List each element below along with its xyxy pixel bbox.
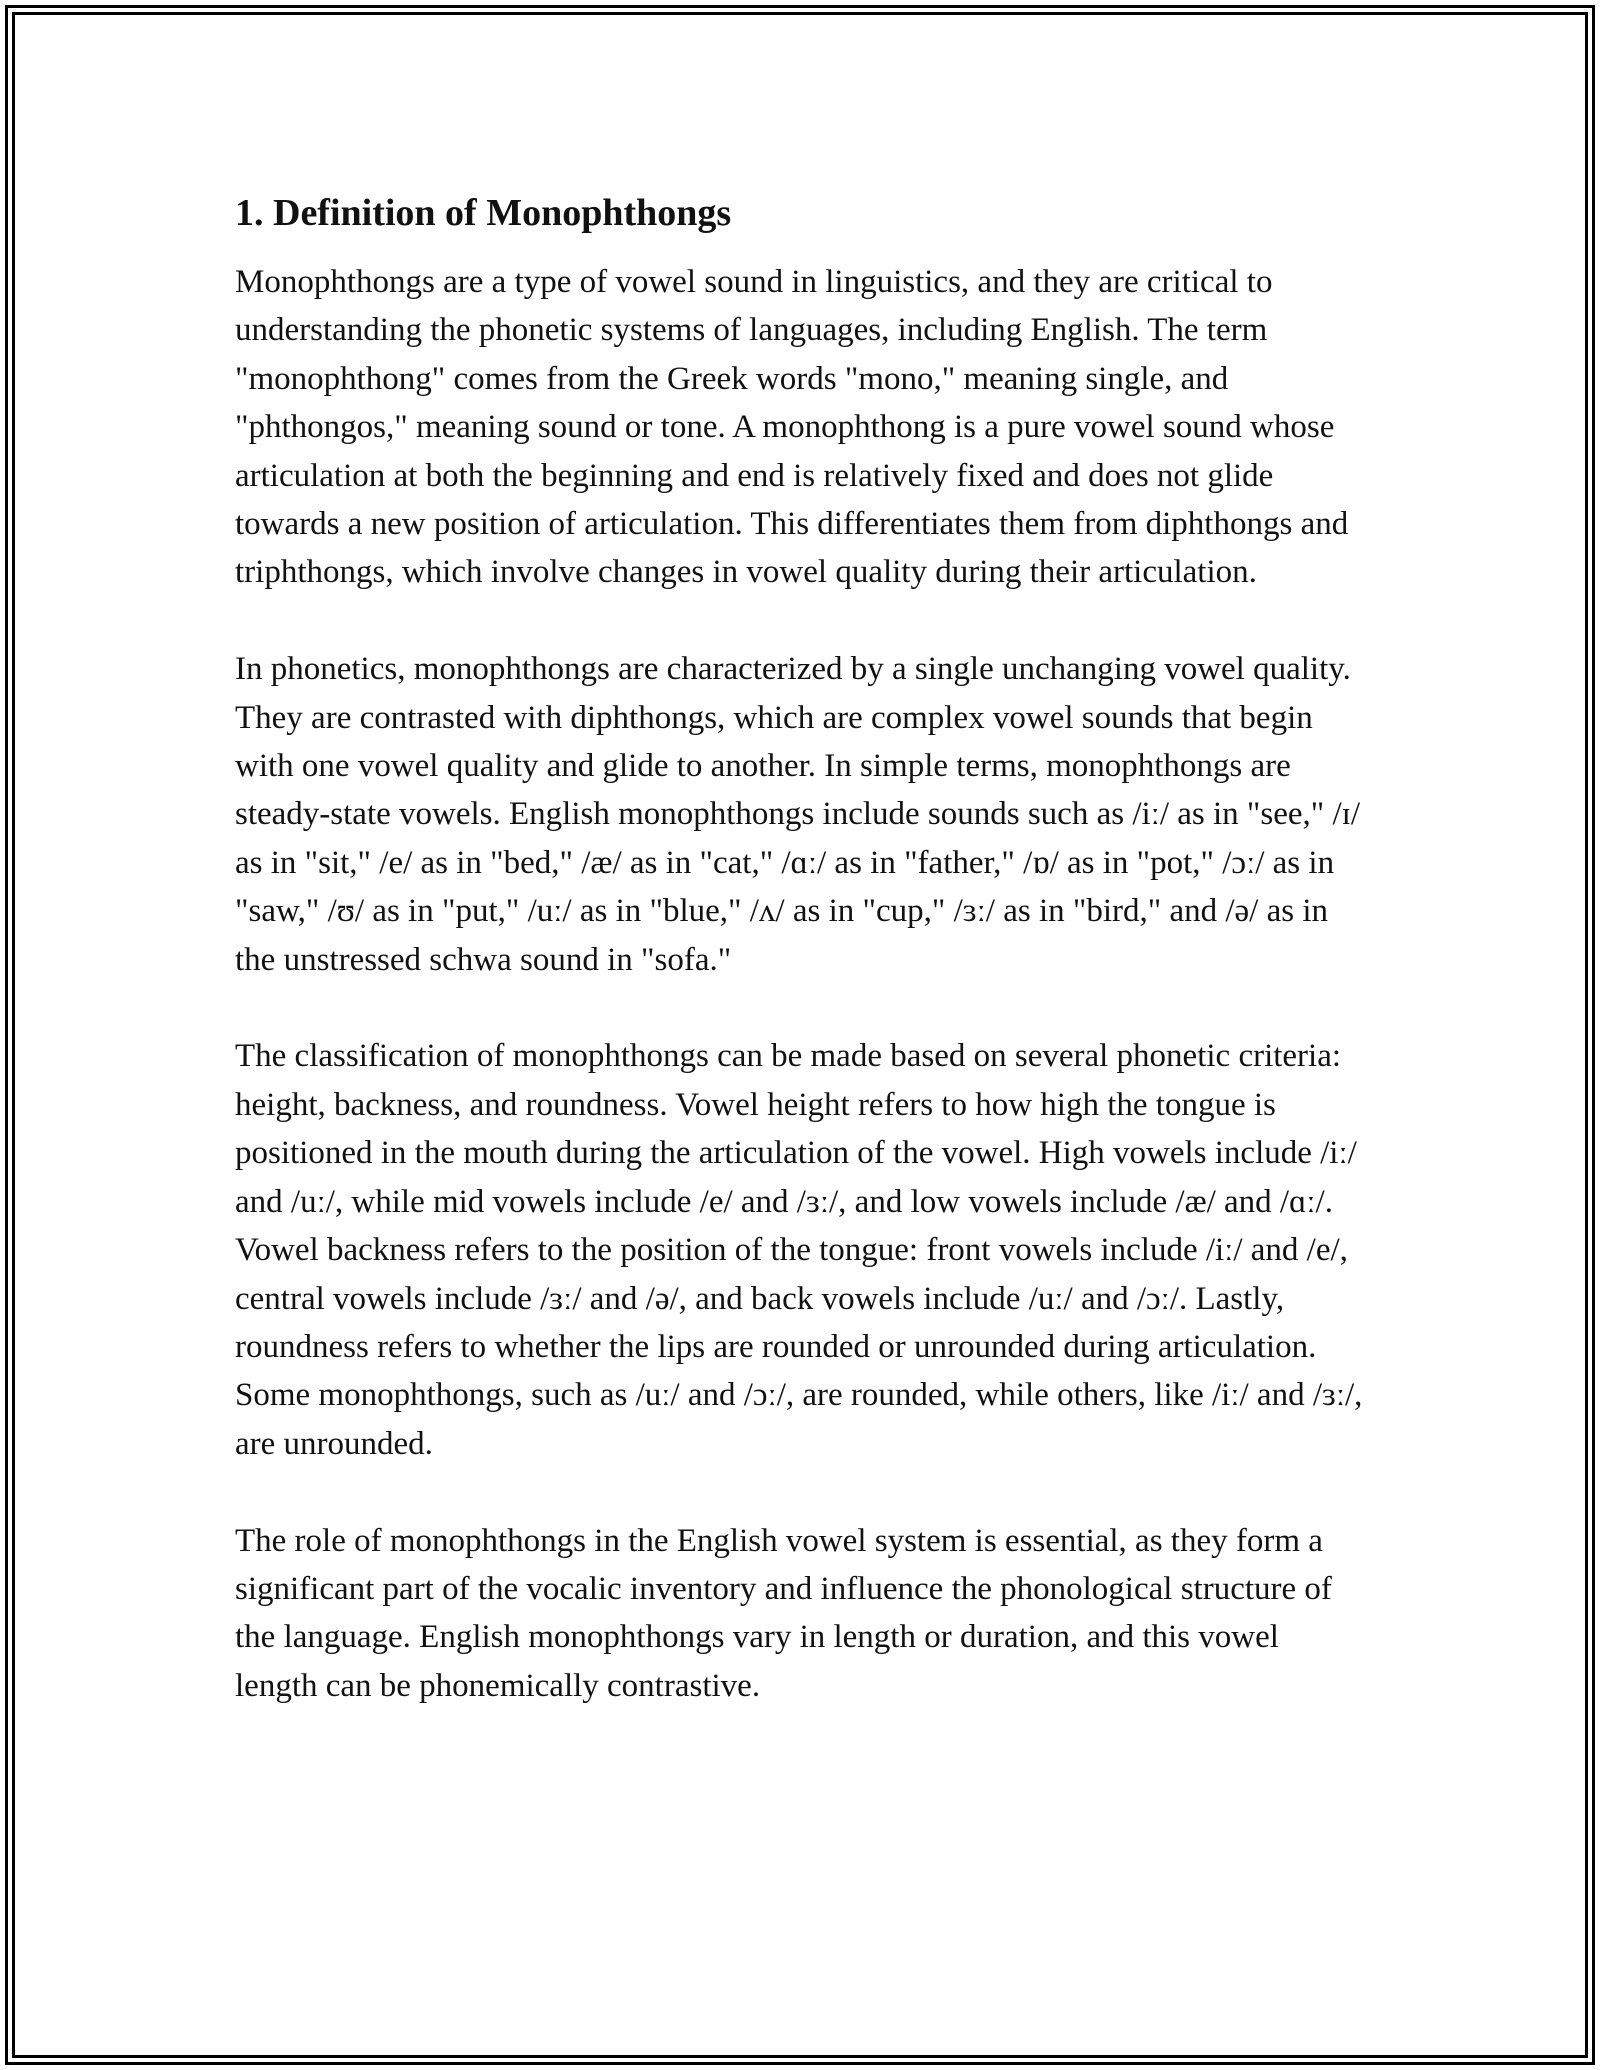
- paragraph-classification: The classification of monophthongs can be made based on several phonetic criteria: height, backness, and roundness. Vowel height refers to how high the tongue is positioned in the mouth during the articulation of the vowel. High vowels include /iː/ and /uː/, while mid vowels include /e/ and /ɜː/, and low vowels include /æ/ and /ɑː/. Vowel backness refers to the position of the tongue: front vowels include /iː/ and /e/, central vowels include /ɜː/ and /ə/, and back vowels include /uː/ and /ɔː/. Lastly, roundness refers to whether the lips are rounded or unrounded during articulation. Some monophthongs, such as /uː/ and /ɔː/, are rounded, while others, like /iː/ and /ɜː/, are unrounded.: [235, 1038, 1363, 1462]
- paragraph-role: The role of monophthongs in the English vowel system is essential, as they form a significant part of the vocalic inventory and influence the phonological structure of the language. English monophthongs vary in length or duration, and this vowel length can be phonemically contrastive.: [235, 1522, 1332, 1704]
- paragraph-phonetics: In phonetics, monophthongs are characterized by a single unchanging vowel quality. They are contrasted with diphthongs, which are complex vowel sounds that begin with one vowel quality and glide to another. In simple terms, monophthongs are steady-state vowels. English monophthongs include sounds such as /iː/ as in "see," /ɪ/ as in "sit," /e/ as in "bed," /æ/ as in "cat," /ɑː/ as in "father," /ɒ/ as in "pot," /ɔː/ as in "saw," /ʊ/ as in "put," /uː/ as in "blue," /ʌ/ as in "cup," /ɜː/ as in "bird," and /ə/ as in the unstressed schwa sound in "sofa.": [235, 651, 1360, 978]
- section-heading: 1. Definition of Monophthongs: [235, 192, 732, 234]
- paragraph-definition: Monophthongs are a type of vowel sound in linguistics, and they are critical to understanding the phonetic systems of languages, including English. The term "monophthong" comes from the Greek words "mono," meaning single, and "phthongos," meaning sound or tone. A monophthong is a pure vowel sound whose articulation at both the beginning and end is relatively fixed and does not glide towards a new position of articulation. This differentiates them from diphthongs and triphthongs, which involve changes in vowel quality during their articulation.: [235, 264, 1349, 591]
- document-body: [235, 188, 1365, 1710]
